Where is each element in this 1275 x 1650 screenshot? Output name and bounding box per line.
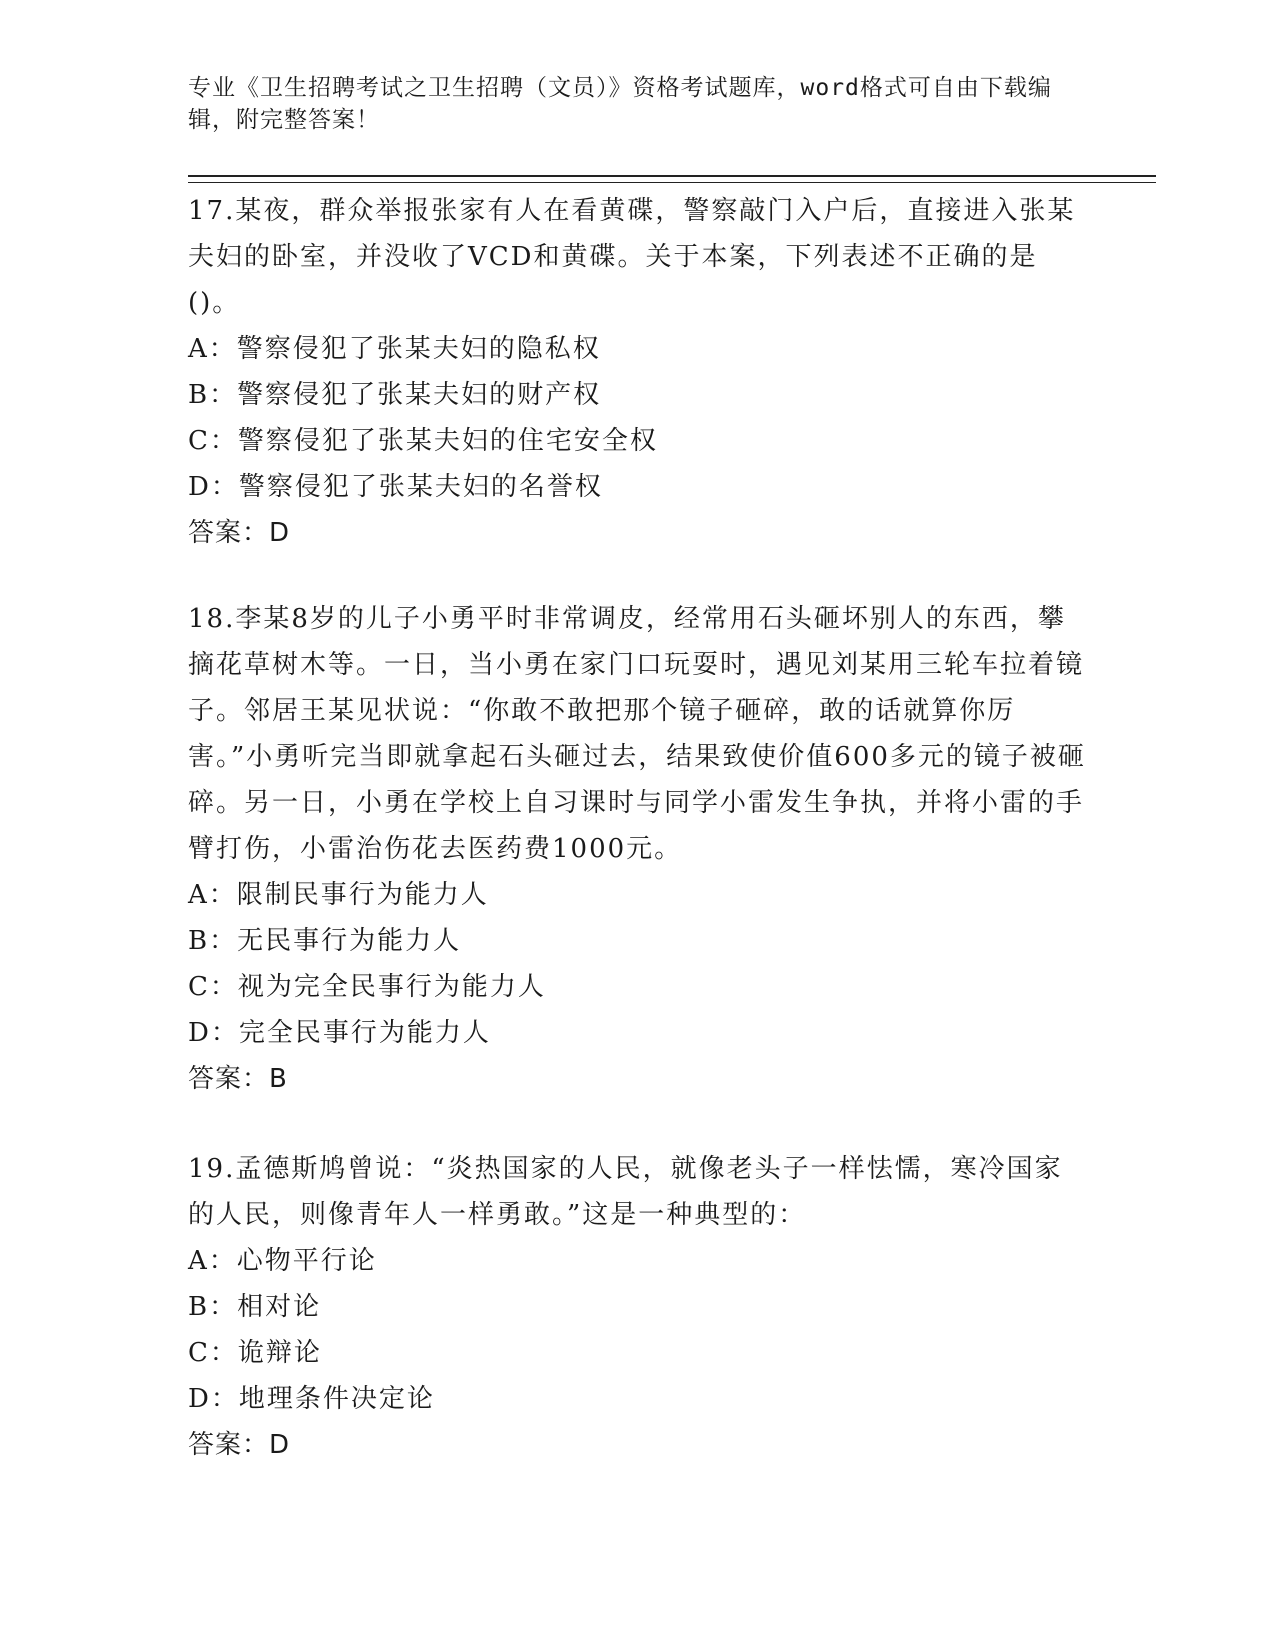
option-c: C：警察侵犯了张某夫妇的住宅安全权 (188, 426, 658, 456)
option-b: B：无民事行为能力人 (188, 926, 462, 956)
header-divider (188, 175, 1156, 183)
option-a: A：心物平行论 (188, 1246, 377, 1276)
option-d: D：警察侵犯了张某夫妇的名誉权 (188, 472, 603, 502)
option-a: A：警察侵犯了张某夫妇的隐私权 (188, 334, 601, 364)
question-17 (188, 188, 1088, 556)
option-d: D：完全民事行为能力人 (188, 1018, 491, 1048)
question-18 (188, 596, 1088, 1102)
option-b: B：警察侵犯了张某夫妇的财产权 (188, 380, 602, 410)
answer-line: 答案：B (188, 1064, 288, 1094)
question-stem: 18.李某8岁的儿子小勇平时非常调皮，经常用石头砸坏别人的东西，攀摘花草树木等。一日，当小勇在家门口玩耍时，遇见刘某用三轮车拉着镜子。邻居王某见状说：“你敢不敢把那个镜子砸碎，敢的话就算你厉害。”小勇听完当即就拿起石头砸过去，结果致使价值600多元的镜子被砸碎。另一日，小勇在学校上自习课时与同学小雷发生争执，并将小雷的手臂打伤，小雷治伤花去医药费1000元。 (188, 604, 1086, 864)
option-a: A：限制民事行为能力人 (188, 880, 489, 910)
answer-line: 答案：D (188, 1430, 291, 1460)
option-c: C：视为完全民事行为能力人 (188, 972, 546, 1002)
question-19 (188, 1146, 1088, 1468)
question-stem: 17.某夜，群众举报张家有人在看黄碟，警察敲门入户后，直接进入张某夫妇的卧室，并没收了VCD和黄碟。关于本案，下列表述不正确的是()。 (188, 196, 1076, 318)
option-b: B：相对论 (188, 1292, 322, 1322)
option-c: C：诡辩论 (188, 1338, 322, 1368)
document-header: 专业《卫生招聘考试之卫生招聘（文员）》资格考试题库，word格式可自由下载编辑，附完整答案！ (188, 75, 1052, 133)
question-stem: 19.孟德斯鸠曾说：“炎热国家的人民，就像老头子一样怯懦，寒冷国家的人民，则像青年人一样勇敢。”这是一种典型的： (188, 1154, 1063, 1230)
option-d: D：地理条件决定论 (188, 1384, 435, 1414)
answer-line: 答案：D (188, 518, 291, 548)
